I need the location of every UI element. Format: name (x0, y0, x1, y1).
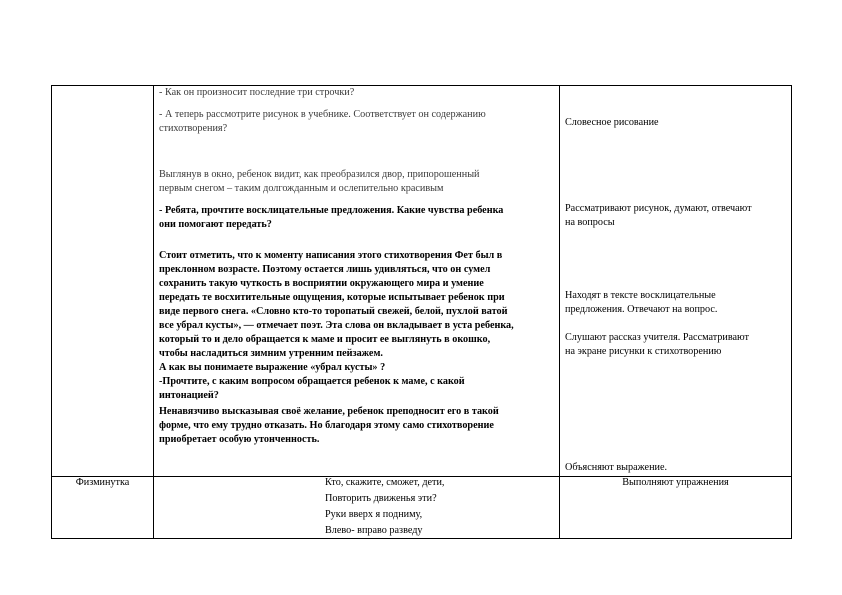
teacher-story-line: все убрал кусты», — отмечает поэт. Эта слова он вкладывает в уста ребенка, (159, 320, 514, 331)
activity-listen-line-2: на экране рисунки к стихотворению (565, 346, 722, 357)
fizminutka-label: Физминутка (75, 477, 130, 488)
intonation-question-line-2: интонацией? (159, 390, 219, 401)
teacher-story-line: который то и дело обращается к маме и просит ее выглянуть в окошко, (159, 334, 491, 345)
activity-explain: Объясняют выражение. (565, 462, 668, 473)
exclamation-question-line-1: - Ребята, прочтите восклицательные предложения. Какие чувства ребенка (159, 205, 504, 216)
intonation-question-line-1: -Прочтите, с каким вопросом обращается ребенок к маме, с какой (159, 376, 465, 387)
poem-line-4: Влево- вправо разведу (325, 525, 423, 536)
question-last-lines: - Как он произносит последние три строчки? (159, 87, 355, 98)
activity-listen-line-1: Слушают рассказ учителя. Рассматривают (565, 332, 749, 343)
activity-find-line-2: предложения. Отвечают на вопрос. (565, 304, 718, 315)
question-picture-line-2: стихотворения? (159, 123, 228, 134)
exclamation-question-line-2: они помогают передать? (159, 219, 272, 230)
teacher-story-line: сохранить такую чуткость в восприятии окружающего мира и умение (159, 278, 484, 289)
expression-question: А как вы понимаете выражение «убрал кусты» ? (159, 362, 386, 373)
poem-line-3: Руки вверх я подниму, (325, 509, 423, 520)
activity-find-line-1: Находят в тексте восклицательные (565, 290, 716, 301)
column-divider-2 (559, 85, 560, 539)
teacher-story-line: виде первого снега. «Словно кто-то торопатый свежей, белой, пухлой ватой (159, 306, 508, 317)
activity-verbal-drawing: Словесное рисование (565, 117, 659, 128)
description-line-1: Выглянув в окно, ребенок видит, как преобразился двор, припорошенный (159, 169, 480, 180)
poem-line-2: Повторить движенья эти? (325, 493, 437, 504)
column-divider-1 (153, 85, 154, 539)
question-picture-line-1: - А теперь рассмотрите рисунок в учебнике. Соответствует он содержанию (159, 109, 486, 120)
conclusion-line: форме, что ему трудно отказать. Но благодаря этому само стихотворение (159, 420, 494, 431)
teacher-story-line: преклонном возрасте. Поэтому остается лишь удивляться, что он сумел (159, 264, 491, 275)
activity-exercises: Выполняют упражнения (622, 477, 729, 488)
description-line-2: первым снегом – таким долгожданным и ослепительно красивым (159, 183, 444, 194)
table-left-border (51, 85, 52, 539)
conclusion-line: приобретает особую утонченность. (159, 434, 320, 445)
conclusion-line: Ненавязчиво высказывая своё желание, ребенок преподносит его в такой (159, 406, 499, 417)
table-bottom-border (51, 538, 792, 539)
activity-examine-line-1: Рассматривают рисунок, думают, отвечают (565, 203, 752, 214)
table-right-border (791, 85, 792, 539)
teacher-story-line: чтобы насладиться зимним утренним пейзажем. (159, 348, 383, 359)
poem-line-1: Кто, скажите, сможет, дети, (325, 477, 445, 488)
teacher-story-line: Стоит отметить, что к моменту написания этого стихотворения Фет был в (159, 250, 503, 261)
activity-examine-line-2: на вопросы (565, 217, 615, 228)
teacher-story-line: передать те восхитительные ощущения, которые испытывает ребенок при (159, 292, 505, 303)
